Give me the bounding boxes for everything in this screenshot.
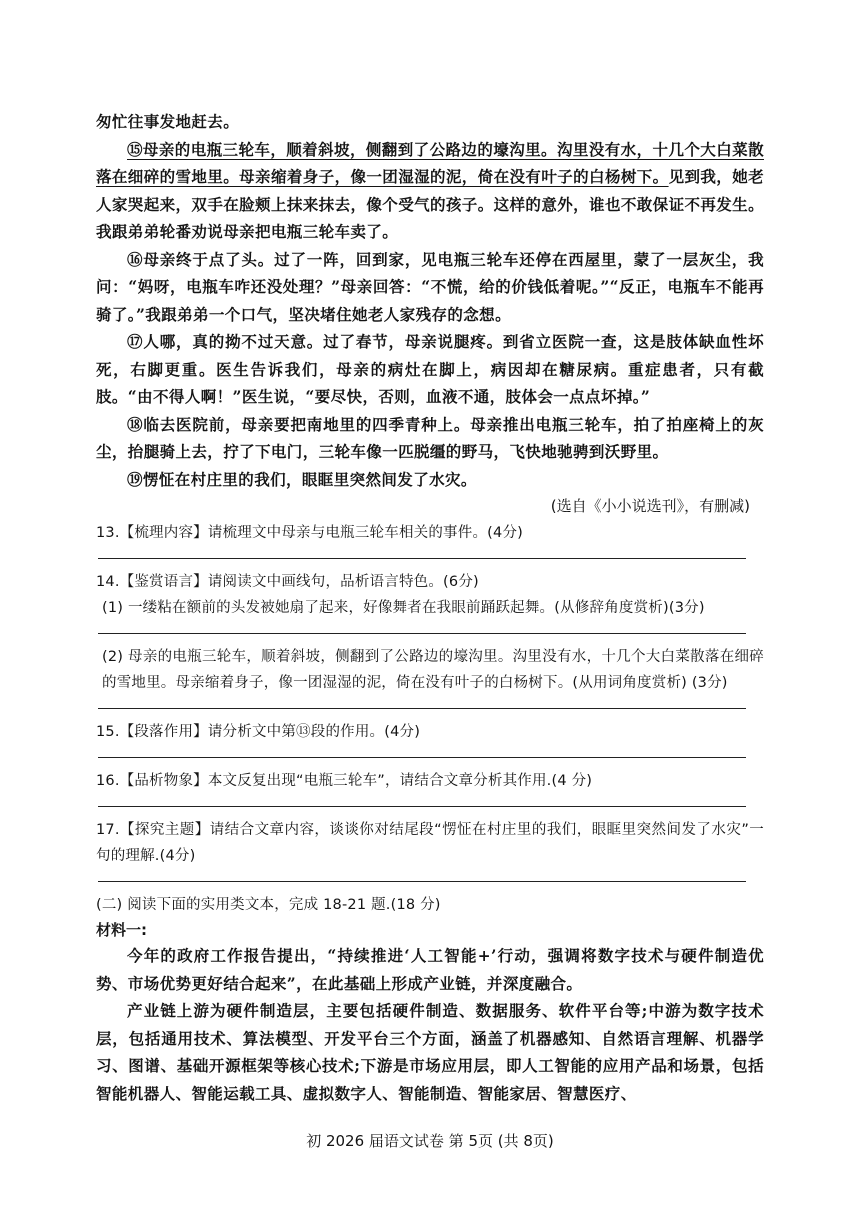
answer-line-14-1[interactable] [98, 633, 746, 634]
question-14-1: (1) 一缕粘在额前的头发被她扇了起来，好像舞者在我眼前踊跃起舞。(从修辞角度赏析)(3分) [102, 600, 705, 616]
material-1-paragraph-1: 今年的政府工作报告提出，“持续推进‘人工智能+’行动，强调将数字技术与硬件制造优势、市场优势更好结合起来”，在此基础上形成产业链，并深度融合。 [96, 946, 764, 993]
page-content [96, 108, 764, 1107]
answer-line-14-2[interactable] [98, 708, 746, 709]
question-13: 13.【梳理内容】请梳理文中母亲与电瓶三轮车相关的事件。(4分) [96, 525, 523, 541]
story-paragraph-19: ⑲愣怔在村庄里的我们，眼眶里突然间发了水灾。 [127, 469, 477, 489]
material-1-label: 材料一: [96, 921, 147, 939]
paragraph-15-rest: 见到我，她老人家哭起来，双手在脸颊上抹来抹去，像个受气的孩子。这样的意外，谁也不敢保证不再发生。我跟弟弟轮番劝说母亲把电瓶三轮车卖了。 [96, 167, 765, 241]
question-17: 17.【探究主题】请结合文章内容，谈谈你对结尾段“愣怔在村庄里的我们，眼眶里突然间发了水灾”一句的理解.(4分) [96, 822, 764, 864]
underlined-sentence: ⑮母亲的电瓶三轮车，顺着斜坡，侧翻到了公路边的壕沟里。沟里没有水，十几个大白菜散落在细碎的雪地里。母亲缩着身子，像一团湿湿的泥，倚在没有叶子的白杨树下。 [96, 139, 764, 186]
answer-line-13[interactable] [98, 558, 746, 559]
story-source: (选自《小小说选刊》，有删减) [550, 497, 750, 515]
story-paragraph-15 [96, 136, 764, 246]
question-14: 14.【鉴赏语言】请阅读文中画线句，品析语言特色。(6分) [96, 574, 479, 590]
story-paragraph-16: ⑯母亲终于点了头。过了一阵，回到家，见电瓶三轮车还停在西屋里，蒙了一层灰尘，我问：“妈呀，电瓶车咋还没处理？”母亲回答：“不慌，给的价钱低着呢。”“反正，电瓶车不能再骑了。”我跟弟弟一个口气，坚决堵住她老人家残存的念想。 [96, 249, 764, 324]
question-15: 15.【段落作用】请分析文中第⑬段的作用。(4分) [96, 724, 421, 740]
answer-line-16[interactable] [98, 806, 746, 807]
story-paragraph-17: ⑰人哪，真的拗不过天意。过了春节，母亲说腿疼。到省立医院一查，这是肢体缺血性坏死，右脚更重。医生告诉我们，母亲的病灶在脚上，病因却在糖尿病。重症患者，只有截肢。“由不得人啊！”医生说，“要尽快，否则，血液不通，肢体会一点点坏掉。” [96, 332, 764, 406]
section-2-heading: (二) 阅读下面的实用类文本，完成 18-21 题.(18 分) [96, 897, 441, 913]
page-footer: 初 2026 届语文试卷 第 5页 (共 8页) [306, 1132, 554, 1150]
question-14-2: (2) 母亲的电瓶三轮车，顺着斜坡，侧翻到了公路边的壕沟里。沟里没有水，十几个大白菜散落在细碎的雪地里。母亲缩着身子，像一团湿湿的泥，倚在没有叶子的白杨树下。(从用词角度赏析) (3分) [102, 649, 764, 691]
answer-line-17[interactable] [98, 881, 746, 882]
story-paragraph-18: ⑱临去医院前，母亲要把南地里的四季青种上。母亲推出电瓶三轮车，拍了拍座椅上的灰尘，抬腿骑上去，拧了下电门，三轮车像一匹脱缰的野马，飞快地驰骋到沃野里。 [96, 414, 764, 461]
question-16: 16.【品析物象】本文反复出现“电瓶三轮车”，请结合文章分析其作用.(4 分) [96, 773, 593, 789]
answer-line-15[interactable] [98, 757, 746, 758]
material-1-paragraph-2: 产业链上游为硬件制造层，主要包括硬件制造、数据服务、软件平台等;中游为数字技术层，包括通用技术、算法模型、开发平台三个方面，涵盖了机器感知、自然语言理解、机器学习、图谱、基础开源框架等核心技术;下游是市场应用层，即人工智能的应用产品和场景，包括智能机器人、智能运载工具、虚拟数字人、智能制造、智能家居、智慧医疗、 [96, 1001, 764, 1103]
story-paragraph-14-end: 匆忙往事发地赶去。 [96, 112, 240, 131]
